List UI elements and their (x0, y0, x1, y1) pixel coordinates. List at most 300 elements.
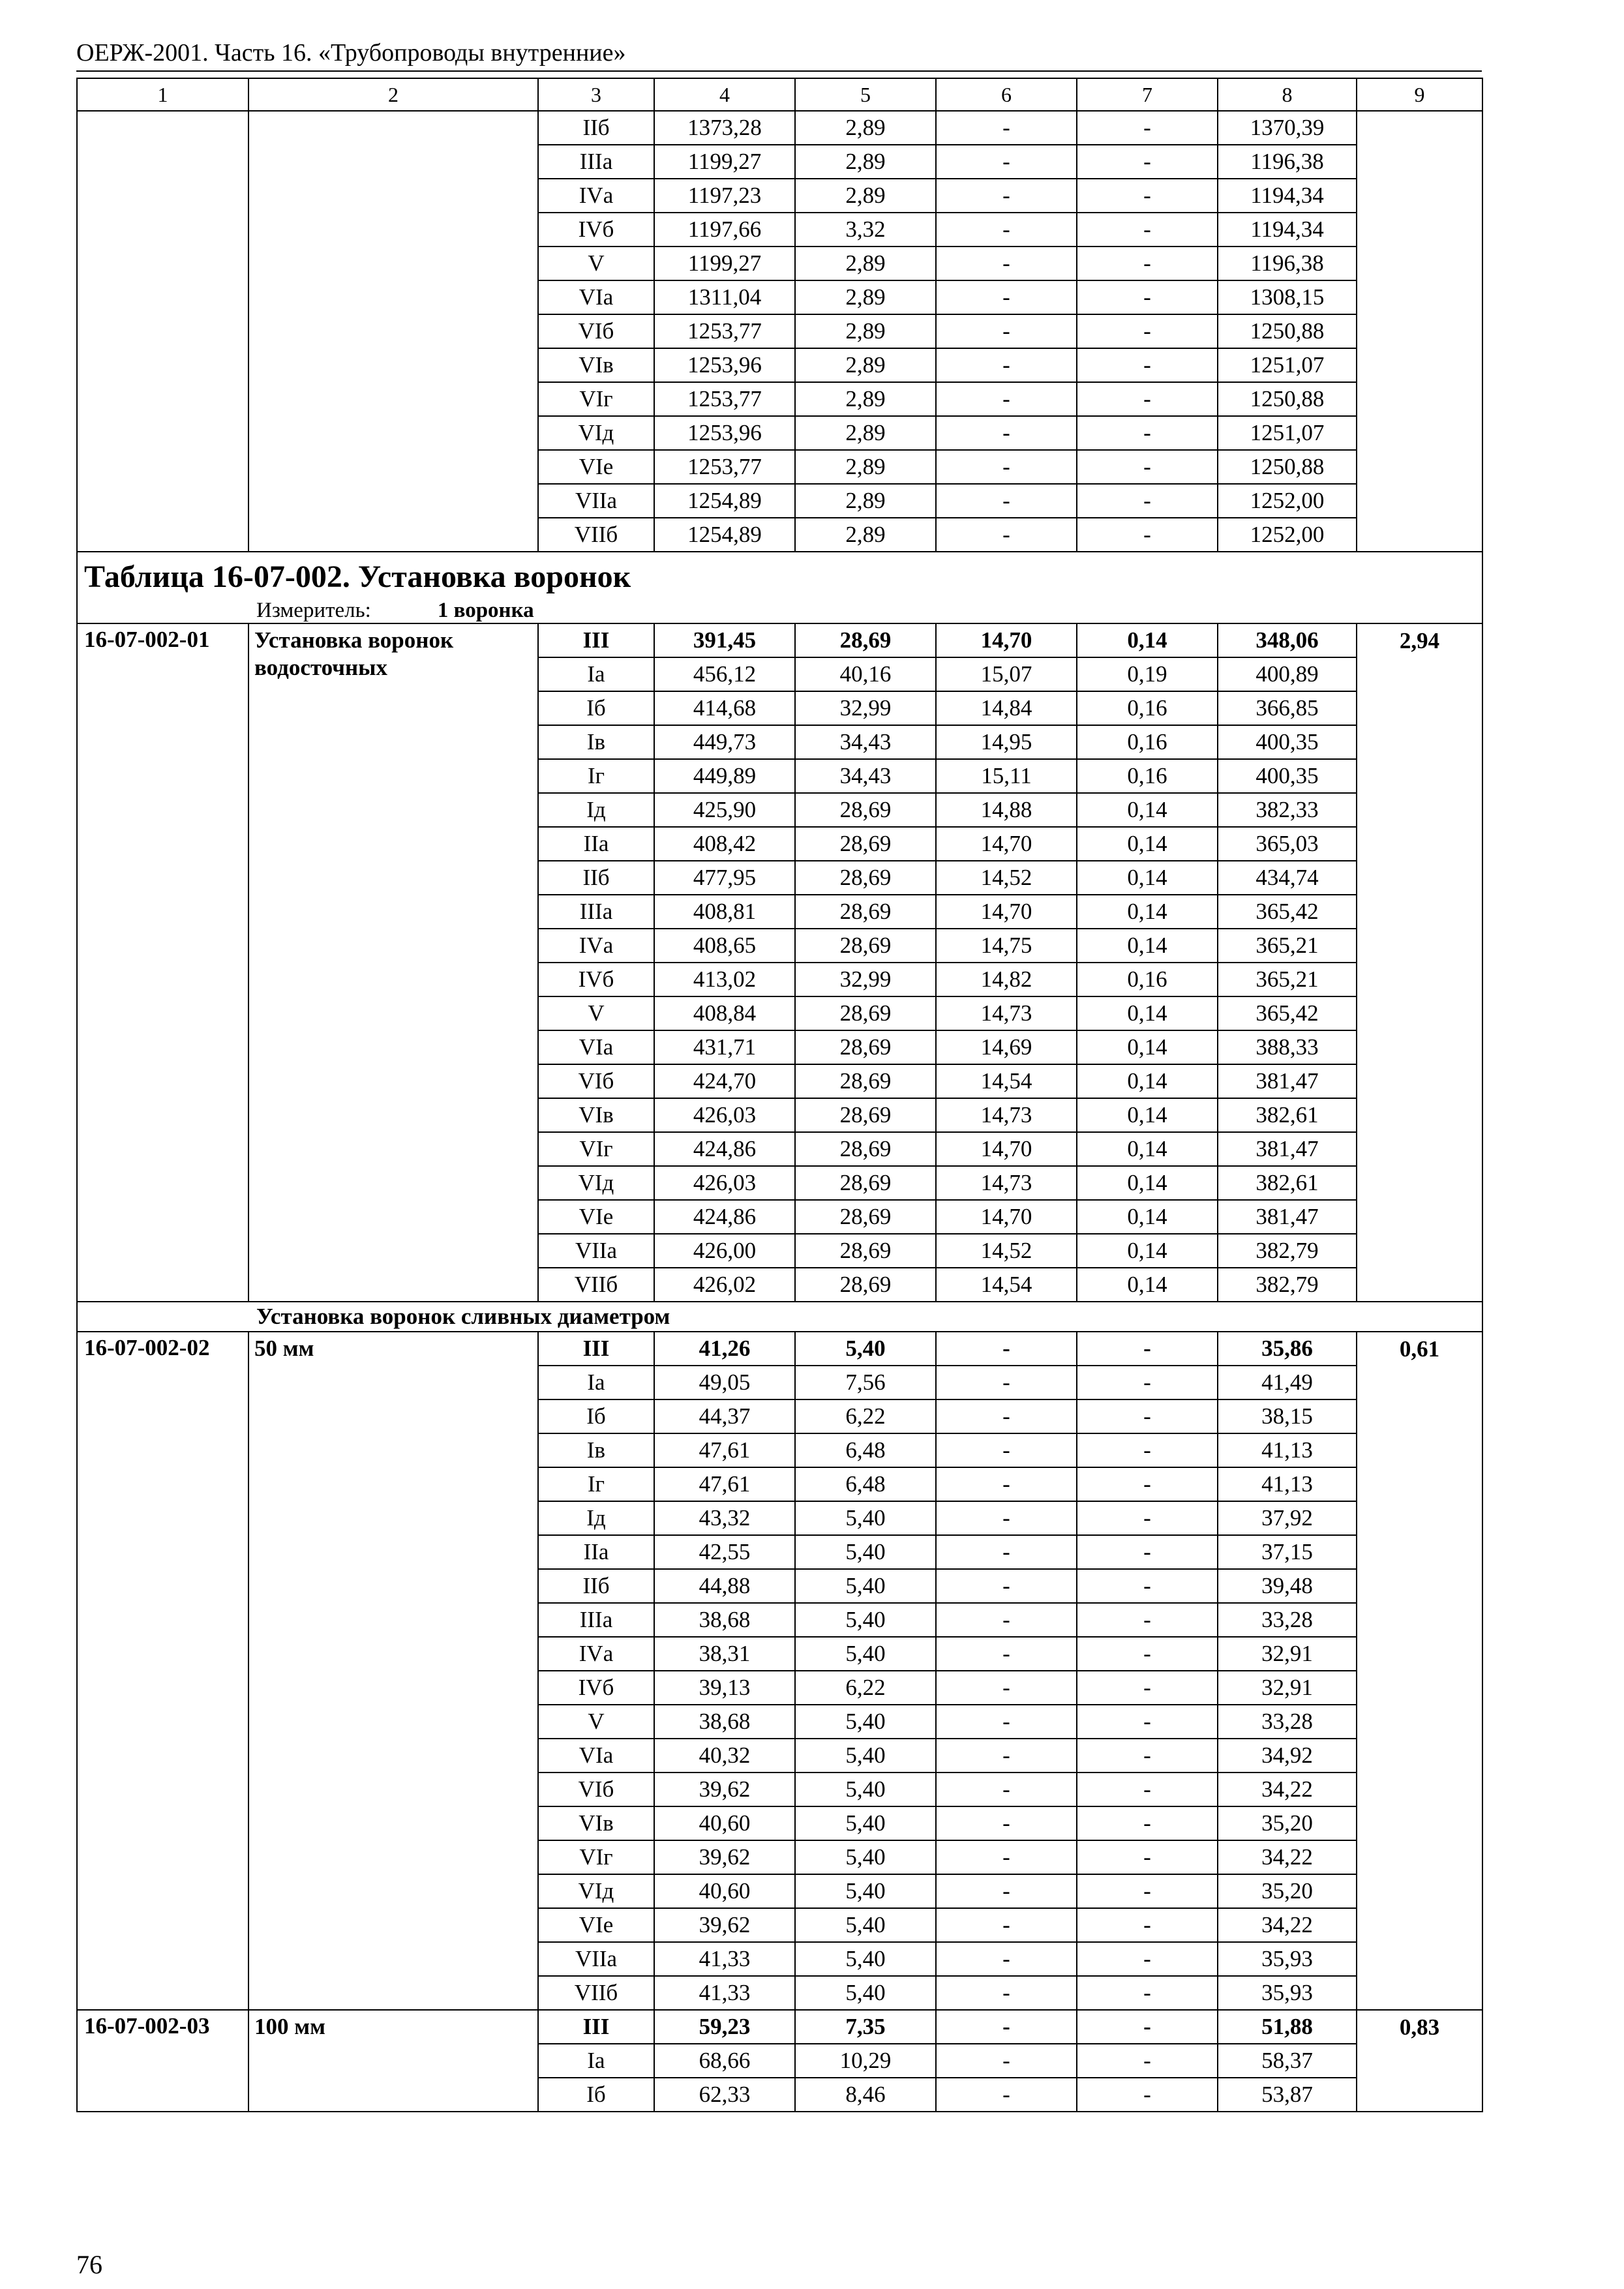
direct-cost-cell: 38,68 (654, 1705, 795, 1739)
wages-cell: 5,40 (795, 1535, 936, 1569)
header-rule (76, 70, 1482, 72)
machine-cost-cell: 15,11 (936, 759, 1077, 793)
machinist-wages-cell: 0,14 (1077, 861, 1218, 895)
wages-cell: 6,48 (795, 1467, 936, 1501)
zone-cell: IVа (538, 179, 654, 213)
materials-cell: 58,37 (1218, 2044, 1357, 2078)
direct-cost-cell: 477,95 (654, 861, 795, 895)
wages-cell: 5,40 (795, 1332, 936, 1366)
direct-cost-cell: 424,86 (654, 1200, 795, 1234)
zone-cell: IIа (538, 1535, 654, 1569)
materials-cell: 41,49 (1218, 1366, 1357, 1399)
zone-cell: VIг (538, 382, 654, 416)
machinist-wages-cell: - (1077, 1773, 1218, 1806)
subheading-row (77, 1302, 1482, 1332)
machinist-wages-cell: - (1077, 1501, 1218, 1535)
direct-cost-cell: 391,45 (654, 623, 795, 657)
machinist-wages-cell: - (1077, 280, 1218, 314)
zone-cell: VIд (538, 1166, 654, 1200)
wages-cell: 5,40 (795, 1976, 936, 2010)
zone-cell: VIе (538, 450, 654, 484)
machine-cost-cell: 14,88 (936, 793, 1077, 827)
machinist-wages-cell: 0,14 (1077, 1030, 1218, 1064)
machinist-wages-cell: - (1077, 518, 1218, 552)
direct-cost-cell: 1197,23 (654, 179, 795, 213)
machinist-wages-cell: - (1077, 1637, 1218, 1671)
materials-cell: 39,48 (1218, 1569, 1357, 1603)
machine-cost-cell: - (936, 2044, 1077, 2078)
zone-cell: Iв (538, 725, 654, 759)
wages-cell: 28,69 (795, 1064, 936, 1098)
direct-cost-cell: 449,73 (654, 725, 795, 759)
wages-cell: 5,40 (795, 1908, 936, 1942)
zone-cell: VIб (538, 314, 654, 348)
zone-cell: VIд (538, 1874, 654, 1908)
direct-cost-cell: 424,86 (654, 1132, 795, 1166)
wages-cell: 6,48 (795, 1433, 936, 1467)
zone-cell: VIIа (538, 1234, 654, 1268)
description-cell: 50 мм (248, 1332, 538, 2010)
wages-cell: 2,89 (795, 382, 936, 416)
direct-cost-cell: 41,33 (654, 1942, 795, 1976)
machinist-wages-cell: 0,16 (1077, 963, 1218, 996)
machine-cost-cell: - (936, 1739, 1077, 1773)
zone-cell: IIIа (538, 145, 654, 179)
materials-cell: 41,13 (1218, 1433, 1357, 1467)
zone-cell: V (538, 247, 654, 280)
code-cell: 16-07-002-02 (77, 1332, 248, 2010)
wages-cell: 5,40 (795, 1874, 936, 1908)
machine-cost-cell: 14,70 (936, 1132, 1077, 1166)
wages-cell: 2,89 (795, 314, 936, 348)
machine-cost-cell: - (936, 1637, 1077, 1671)
column-number: 6 (936, 78, 1077, 111)
wages-cell: 5,40 (795, 1705, 936, 1739)
materials-cell: 32,91 (1218, 1671, 1357, 1705)
zone-cell: VIа (538, 280, 654, 314)
machinist-wages-cell: 0,16 (1077, 759, 1218, 793)
wages-cell: 34,43 (795, 759, 936, 793)
wages-cell: 5,40 (795, 1840, 936, 1874)
zone-cell: Iг (538, 759, 654, 793)
machine-cost-cell: 14,70 (936, 895, 1077, 929)
machinist-wages-cell: - (1077, 348, 1218, 382)
machinist-wages-cell: 0,14 (1077, 1234, 1218, 1268)
materials-cell: 51,88 (1218, 2010, 1357, 2044)
zone-cell: IIIа (538, 1603, 654, 1637)
materials-cell: 382,33 (1218, 793, 1357, 827)
machine-cost-cell: 14,52 (936, 1234, 1077, 1268)
materials-cell: 382,79 (1218, 1234, 1357, 1268)
direct-cost-cell: 1373,28 (654, 111, 795, 145)
direct-cost-cell: 39,13 (654, 1671, 795, 1705)
wages-cell: 28,69 (795, 1098, 936, 1132)
machine-cost-cell: - (936, 518, 1077, 552)
machine-cost-cell: - (936, 1433, 1077, 1467)
direct-cost-cell: 1197,66 (654, 213, 795, 247)
materials-cell: 1196,38 (1218, 247, 1357, 280)
machine-cost-cell: 14,73 (936, 1098, 1077, 1132)
wages-cell: 3,32 (795, 213, 936, 247)
direct-cost-cell: 431,71 (654, 1030, 795, 1064)
wages-cell: 28,69 (795, 1132, 936, 1166)
wages-cell: 28,69 (795, 827, 936, 861)
zone-cell: Iб (538, 691, 654, 725)
zone-cell: VIг (538, 1840, 654, 1874)
machinist-wages-cell: - (1077, 314, 1218, 348)
direct-cost-cell: 68,66 (654, 2044, 795, 2078)
machinist-wages-cell: - (1077, 1671, 1218, 1705)
materials-cell: 33,28 (1218, 1705, 1357, 1739)
wages-cell: 5,40 (795, 1569, 936, 1603)
zone-cell: VIIа (538, 484, 654, 518)
direct-cost-cell: 408,42 (654, 827, 795, 861)
machine-cost-cell: - (936, 1705, 1077, 1739)
zone-cell: VIе (538, 1200, 654, 1234)
wages-cell: 8,46 (795, 2078, 936, 2112)
machinist-wages-cell: - (1077, 1535, 1218, 1569)
machinist-wages-cell: - (1077, 1399, 1218, 1433)
materials-cell: 41,13 (1218, 1467, 1357, 1501)
materials-cell: 35,93 (1218, 1976, 1357, 2010)
machine-cost-cell: - (936, 1874, 1077, 1908)
machinist-wages-cell: - (1077, 1433, 1218, 1467)
column-number: 4 (654, 78, 795, 111)
zone-cell: Iа (538, 2044, 654, 2078)
machine-cost-cell: - (936, 111, 1077, 145)
zone-cell: IVа (538, 929, 654, 963)
direct-cost-cell: 42,55 (654, 1535, 795, 1569)
materials-cell: 381,47 (1218, 1200, 1357, 1234)
zone-cell: VIв (538, 1098, 654, 1132)
machine-cost-cell: - (936, 1976, 1077, 2010)
column-number: 9 (1357, 78, 1482, 111)
wages-cell: 34,43 (795, 725, 936, 759)
direct-cost-cell: 47,61 (654, 1467, 795, 1501)
direct-cost-cell: 1253,96 (654, 348, 795, 382)
machine-cost-cell: - (936, 1942, 1077, 1976)
machinist-wages-cell: 0,14 (1077, 996, 1218, 1030)
zone-cell: IVб (538, 963, 654, 996)
materials-cell: 34,22 (1218, 1773, 1357, 1806)
machinist-wages-cell: 0,14 (1077, 1064, 1218, 1098)
wages-cell: 28,69 (795, 1200, 936, 1234)
machinist-wages-cell: 0,14 (1077, 1132, 1218, 1166)
machine-cost-cell: - (936, 1908, 1077, 1942)
zone-cell: VIIа (538, 1942, 654, 1976)
machinist-wages-cell: - (1077, 2044, 1218, 2078)
materials-cell: 37,92 (1218, 1501, 1357, 1535)
materials-cell: 1251,07 (1218, 348, 1357, 382)
materials-cell: 33,28 (1218, 1603, 1357, 1637)
direct-cost-cell: 424,70 (654, 1064, 795, 1098)
direct-cost-cell: 1199,27 (654, 247, 795, 280)
unit-label: Измеритель: (256, 599, 371, 622)
materials-cell: 400,35 (1218, 725, 1357, 759)
direct-cost-cell: 44,88 (654, 1569, 795, 1603)
zone-cell: III (538, 623, 654, 657)
labour-cell: 0,61 (1357, 1332, 1482, 2010)
wages-cell: 32,99 (795, 963, 936, 996)
zone-cell: VIб (538, 1064, 654, 1098)
machinist-wages-cell: 0,16 (1077, 725, 1218, 759)
machine-cost-cell: - (936, 484, 1077, 518)
wages-cell: 2,89 (795, 416, 936, 450)
materials-cell: 1370,39 (1218, 111, 1357, 145)
machine-cost-cell: - (936, 1840, 1077, 1874)
wages-cell: 28,69 (795, 1030, 936, 1064)
materials-cell: 1250,88 (1218, 382, 1357, 416)
direct-cost-cell: 39,62 (654, 1908, 795, 1942)
machinist-wages-cell: - (1077, 484, 1218, 518)
description-cell (248, 111, 538, 552)
materials-cell: 1250,88 (1218, 314, 1357, 348)
zone-cell: Iд (538, 1501, 654, 1535)
column-number: 3 (538, 78, 654, 111)
machine-cost-cell: - (936, 2010, 1077, 2044)
materials-cell: 35,86 (1218, 1332, 1357, 1366)
direct-cost-cell: 41,33 (654, 1976, 795, 2010)
machinist-wages-cell: 0,14 (1077, 623, 1218, 657)
zone-cell: VIIб (538, 518, 654, 552)
machine-cost-cell: - (936, 382, 1077, 416)
wages-cell: 7,56 (795, 1366, 936, 1399)
machinist-wages-cell: 0,14 (1077, 1268, 1218, 1302)
zone-cell: VIб (538, 1773, 654, 1806)
zone-cell: VIв (538, 348, 654, 382)
zone-cell: VIIб (538, 1268, 654, 1302)
zone-cell: IVа (538, 1637, 654, 1671)
machinist-wages-cell: 0,14 (1077, 1098, 1218, 1132)
wages-cell: 28,69 (795, 623, 936, 657)
wages-cell: 28,69 (795, 895, 936, 929)
machine-cost-cell: - (936, 1501, 1077, 1535)
table-row (77, 623, 1482, 657)
machinist-wages-cell: 0,14 (1077, 1200, 1218, 1234)
machinist-wages-cell: - (1077, 1942, 1218, 1976)
zone-cell: V (538, 1705, 654, 1739)
direct-cost-cell: 426,03 (654, 1166, 795, 1200)
machinist-wages-cell: 0,14 (1077, 929, 1218, 963)
machine-cost-cell: 15,07 (936, 657, 1077, 691)
wages-cell: 6,22 (795, 1671, 936, 1705)
table-row (77, 2010, 1482, 2044)
machine-cost-cell: - (936, 1467, 1077, 1501)
materials-cell: 34,22 (1218, 1840, 1357, 1874)
machine-cost-cell: 14,75 (936, 929, 1077, 963)
machine-cost-cell: 14,52 (936, 861, 1077, 895)
direct-cost-cell: 62,33 (654, 2078, 795, 2112)
machinist-wages-cell: - (1077, 1332, 1218, 1366)
machine-cost-cell: - (936, 450, 1077, 484)
direct-cost-cell: 49,05 (654, 1366, 795, 1399)
direct-cost-cell: 1253,77 (654, 450, 795, 484)
machine-cost-cell: 14,70 (936, 827, 1077, 861)
zone-cell: VIе (538, 1908, 654, 1942)
machine-cost-cell: - (936, 179, 1077, 213)
wages-cell: 2,89 (795, 484, 936, 518)
materials-cell: 1194,34 (1218, 213, 1357, 247)
machinist-wages-cell: 0,19 (1077, 657, 1218, 691)
machine-cost-cell: - (936, 2078, 1077, 2112)
labour-cell: 0,83 (1357, 2010, 1482, 2112)
direct-cost-cell: 1254,89 (654, 518, 795, 552)
machine-cost-cell: 14,95 (936, 725, 1077, 759)
column-number: 2 (248, 78, 538, 111)
materials-cell: 365,03 (1218, 827, 1357, 861)
direct-cost-cell: 59,23 (654, 2010, 795, 2044)
materials-cell: 1196,38 (1218, 145, 1357, 179)
direct-cost-cell: 426,00 (654, 1234, 795, 1268)
zone-cell: IIIа (538, 895, 654, 929)
direct-cost-cell: 39,62 (654, 1773, 795, 1806)
column-number: 1 (77, 78, 248, 111)
zone-cell: IVб (538, 213, 654, 247)
materials-cell: 34,92 (1218, 1739, 1357, 1773)
materials-cell: 1252,00 (1218, 518, 1357, 552)
machinist-wages-cell: - (1077, 1874, 1218, 1908)
materials-cell: 388,33 (1218, 1030, 1357, 1064)
machine-cost-cell: 14,70 (936, 623, 1077, 657)
materials-cell: 35,93 (1218, 1942, 1357, 1976)
machine-cost-cell: - (936, 1332, 1077, 1366)
materials-cell: 382,61 (1218, 1166, 1357, 1200)
direct-cost-cell: 1199,27 (654, 145, 795, 179)
wages-cell: 5,40 (795, 1942, 936, 1976)
machinist-wages-cell: - (1077, 450, 1218, 484)
materials-cell: 365,21 (1218, 929, 1357, 963)
zone-cell: Iа (538, 1366, 654, 1399)
machinist-wages-cell: - (1077, 1840, 1218, 1874)
materials-cell: 365,21 (1218, 963, 1357, 996)
unit-row (77, 598, 1482, 623)
machine-cost-cell: 14,54 (936, 1064, 1077, 1098)
machine-cost-cell: - (936, 247, 1077, 280)
wages-cell: 28,69 (795, 1234, 936, 1268)
wages-cell: 40,16 (795, 657, 936, 691)
materials-cell: 1252,00 (1218, 484, 1357, 518)
wages-cell: 32,99 (795, 691, 936, 725)
wages-cell: 28,69 (795, 929, 936, 963)
wages-cell: 5,40 (795, 1637, 936, 1671)
description-cell: Установка воронок водосточных (248, 623, 538, 1302)
direct-cost-cell: 1253,96 (654, 416, 795, 450)
zone-cell: VIв (538, 1806, 654, 1840)
direct-cost-cell: 426,03 (654, 1098, 795, 1132)
direct-cost-cell: 40,60 (654, 1874, 795, 1908)
subheading: Установка воронок сливных диаметром (77, 1302, 1482, 1332)
zone-cell: III (538, 2010, 654, 2044)
machinist-wages-cell: - (1077, 213, 1218, 247)
zone-cell: IIб (538, 861, 654, 895)
machinist-wages-cell: 0,14 (1077, 827, 1218, 861)
machine-cost-cell: - (936, 1773, 1077, 1806)
wages-cell: 2,89 (795, 348, 936, 382)
materials-cell: 381,47 (1218, 1132, 1357, 1166)
zone-cell: Iг (538, 1467, 654, 1501)
direct-cost-cell: 408,84 (654, 996, 795, 1030)
wages-cell: 5,40 (795, 1603, 936, 1637)
direct-cost-cell: 456,12 (654, 657, 795, 691)
zone-cell: VIа (538, 1739, 654, 1773)
wages-cell: 2,89 (795, 247, 936, 280)
machinist-wages-cell: - (1077, 247, 1218, 280)
column-number-row (77, 78, 1482, 111)
column-number: 5 (795, 78, 936, 111)
materials-cell: 382,61 (1218, 1098, 1357, 1132)
machinist-wages-cell: 0,16 (1077, 691, 1218, 725)
machinist-wages-cell: - (1077, 1603, 1218, 1637)
table-row (77, 111, 1482, 145)
materials-cell: 53,87 (1218, 2078, 1357, 2112)
zone-cell: IIб (538, 1569, 654, 1603)
direct-cost-cell: 413,02 (654, 963, 795, 996)
column-number: 8 (1218, 78, 1357, 111)
machine-cost-cell: 14,69 (936, 1030, 1077, 1064)
direct-cost-cell: 40,32 (654, 1739, 795, 1773)
wages-cell: 28,69 (795, 996, 936, 1030)
direct-cost-cell: 39,62 (654, 1840, 795, 1874)
machine-cost-cell: - (936, 348, 1077, 382)
wages-cell: 2,89 (795, 111, 936, 145)
machine-cost-cell: 14,84 (936, 691, 1077, 725)
materials-cell: 381,47 (1218, 1064, 1357, 1098)
description-cell: 100 мм (248, 2010, 538, 2112)
column-number: 7 (1077, 78, 1218, 111)
wages-cell: 7,35 (795, 2010, 936, 2044)
machinist-wages-cell: - (1077, 1908, 1218, 1942)
table-row (77, 1332, 1482, 1366)
zone-cell: VIд (538, 416, 654, 450)
zone-cell: VIг (538, 1132, 654, 1166)
wages-cell: 5,40 (795, 1773, 936, 1806)
wages-cell: 28,69 (795, 1268, 936, 1302)
wages-cell: 2,89 (795, 280, 936, 314)
machinist-wages-cell: 0,14 (1077, 1166, 1218, 1200)
direct-cost-cell: 1254,89 (654, 484, 795, 518)
machine-cost-cell: - (936, 1671, 1077, 1705)
machinist-wages-cell: - (1077, 111, 1218, 145)
zone-cell: VIа (538, 1030, 654, 1064)
page-number: 76 (76, 2250, 102, 2279)
machine-cost-cell: 14,73 (936, 996, 1077, 1030)
direct-cost-cell: 41,26 (654, 1332, 795, 1366)
direct-cost-cell: 38,31 (654, 1637, 795, 1671)
machinist-wages-cell: - (1077, 1569, 1218, 1603)
materials-cell: 348,06 (1218, 623, 1357, 657)
wages-cell: 6,22 (795, 1399, 936, 1433)
machine-cost-cell: - (936, 1569, 1077, 1603)
machinist-wages-cell: - (1077, 1366, 1218, 1399)
direct-cost-cell: 1311,04 (654, 280, 795, 314)
materials-cell: 35,20 (1218, 1806, 1357, 1840)
machinist-wages-cell: 0,14 (1077, 895, 1218, 929)
materials-cell: 34,22 (1218, 1908, 1357, 1942)
machine-cost-cell: - (936, 213, 1077, 247)
zone-cell: V (538, 996, 654, 1030)
direct-cost-cell: 47,61 (654, 1433, 795, 1467)
zone-cell: Iб (538, 1399, 654, 1433)
wages-cell: 28,69 (795, 861, 936, 895)
direct-cost-cell: 38,68 (654, 1603, 795, 1637)
direct-cost-cell: 414,68 (654, 691, 795, 725)
zone-cell: Iд (538, 793, 654, 827)
machine-cost-cell: - (936, 1806, 1077, 1840)
materials-cell: 365,42 (1218, 895, 1357, 929)
direct-cost-cell: 40,60 (654, 1806, 795, 1840)
machinist-wages-cell: - (1077, 1976, 1218, 2010)
code-cell (77, 111, 248, 552)
